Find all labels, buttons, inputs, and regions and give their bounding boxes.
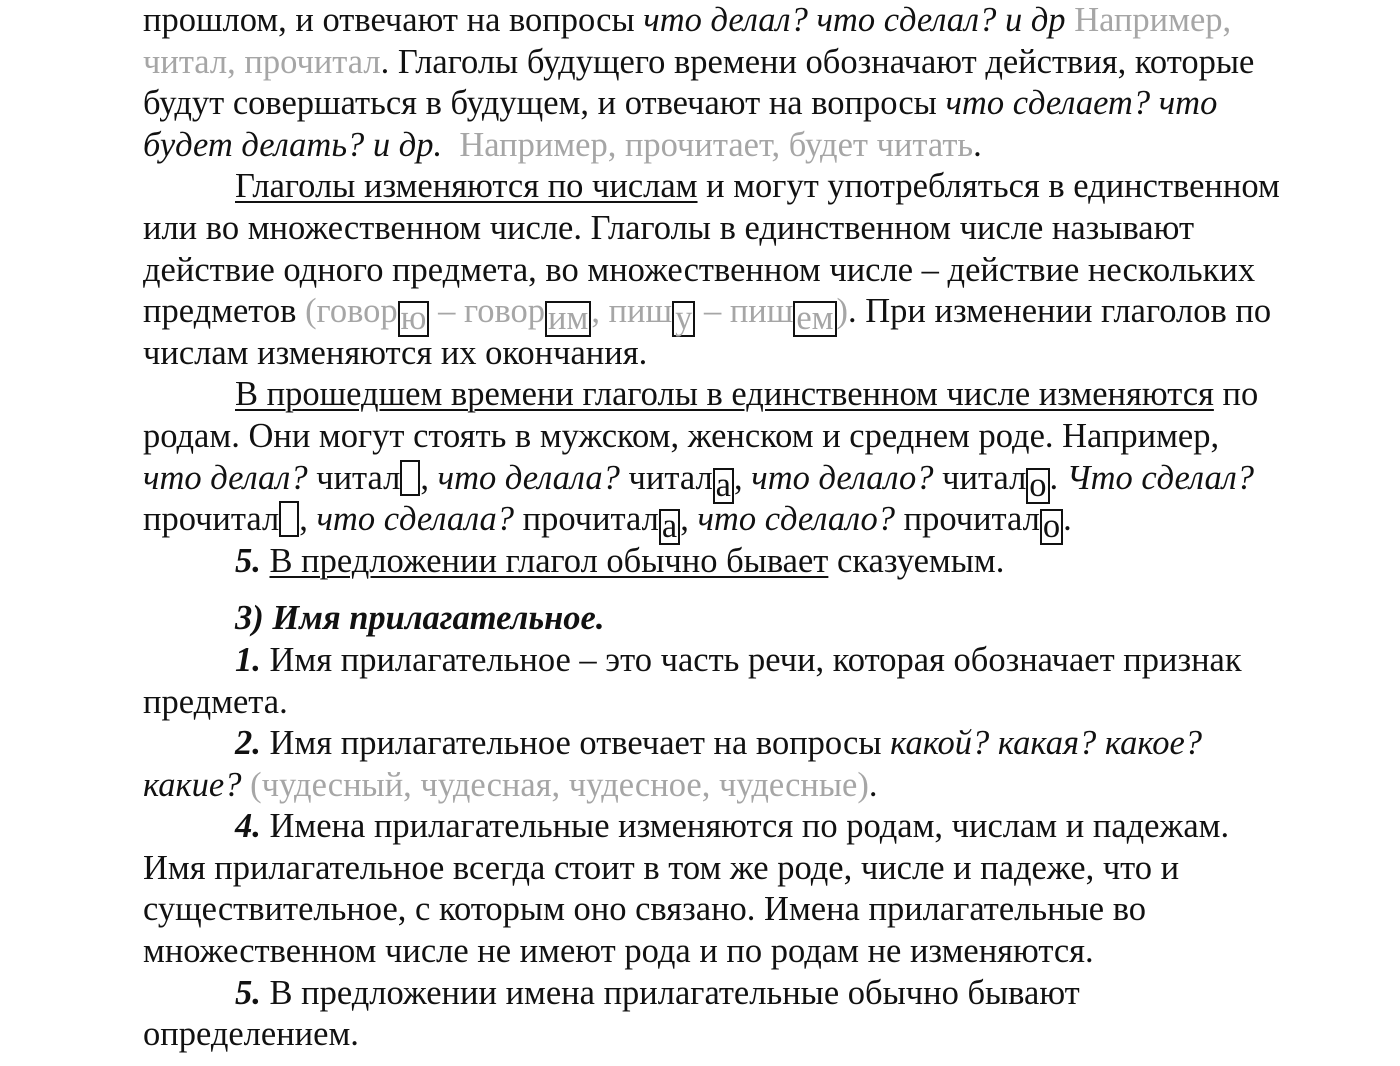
word: читал <box>619 458 713 497</box>
text: определением. <box>143 1015 359 1054</box>
example-gray: Например, <box>1074 1 1232 39</box>
heading-text: 3) Имя прилагательное. <box>235 599 605 638</box>
question-italic: что сделала? <box>316 500 515 539</box>
space <box>261 542 270 580</box>
text: . <box>973 125 982 164</box>
text: предметов <box>143 292 306 331</box>
section-gap <box>143 582 1383 598</box>
example-gray: (чудесный, чудесная, чудесное, чудесные) <box>250 765 869 804</box>
question-italic: что делала? <box>437 458 620 497</box>
word: прочитал <box>514 500 659 539</box>
text-line <box>143 499 1383 546</box>
text-line <box>143 291 1383 338</box>
question-italic: что сделало? <box>697 500 896 539</box>
text: Имя прилагательное всегда стоит в том же роде, числе и падеже, что и <box>143 848 1180 887</box>
paragraph-start-line <box>143 806 1383 848</box>
empty-ending-box <box>279 501 299 537</box>
text: Имя прилагательное – это часть речи, которая обозначает признак <box>260 640 1242 679</box>
space <box>1066 1 1075 39</box>
text: или во множественном числе. Глаголы в единственном числе называют <box>143 208 1195 247</box>
text-line <box>143 83 1383 125</box>
example-gray: (говор <box>305 292 398 331</box>
space <box>442 126 459 164</box>
text-line <box>143 42 1383 84</box>
text: по <box>1213 375 1259 414</box>
text: Имя прилагательное отвечает на вопросы <box>260 724 891 763</box>
question-italic: какие? <box>143 765 242 804</box>
ending-box: а <box>713 468 734 504</box>
example-gray: ) <box>836 292 848 331</box>
text: действие одного предмета, во множественном числе – действие нескольких <box>143 250 1256 289</box>
underlined-text: В прошедшем времени глаголы в единственном числе изменяются <box>235 375 1214 414</box>
item-number: 5. <box>235 973 261 1012</box>
paragraph-start-line <box>143 723 1383 765</box>
question-italic: что сделает? что <box>945 84 1218 123</box>
punct: . <box>1049 458 1067 497</box>
question-italic: что делал? <box>143 458 308 497</box>
paragraph-start-line <box>143 374 1383 416</box>
item-number: 4. <box>235 807 261 846</box>
ending-box: у <box>672 301 695 337</box>
ending-box: о <box>1040 509 1063 545</box>
question-italic: будет делать? и др. <box>143 125 443 164</box>
text: В предложении имена прилагательные обычно бывают <box>260 973 1080 1012</box>
punct: , <box>420 458 438 497</box>
text: предмета. <box>143 682 288 721</box>
underlined-text: Глаголы изменяются по числам <box>235 167 698 206</box>
text: . Глаголы будущего времени обозначают действия, которые <box>380 42 1255 81</box>
item-number: 1. <box>235 640 261 679</box>
word: прочитал <box>895 500 1040 539</box>
space <box>241 766 250 804</box>
text-line <box>143 765 1383 807</box>
punct: , <box>680 500 698 539</box>
text-line <box>143 1014 1383 1056</box>
text: родам. Они могут стоять в мужском, женском и среднем роде. Например, <box>143 416 1220 455</box>
text-line <box>143 416 1383 458</box>
word: читал <box>307 458 401 497</box>
ending-box: а <box>659 509 680 545</box>
empty-ending-box <box>400 460 420 496</box>
paragraph-start-line <box>143 166 1383 208</box>
ending-box: им <box>545 301 591 337</box>
text-line <box>143 125 1383 167</box>
text-line <box>143 682 1383 724</box>
item-number: 5. <box>235 541 261 580</box>
example-gray: Например, прочитает, будет читать <box>459 125 974 164</box>
item-number: 2. <box>235 724 261 763</box>
text-line <box>143 0 1383 42</box>
underlined-text: В предложении глагол обычно бывает <box>269 541 829 580</box>
punct: . <box>1063 500 1072 539</box>
document-page <box>143 0 1383 1056</box>
ending-box: ю <box>398 301 430 337</box>
paragraph-start-line <box>143 973 1383 1015</box>
ending-box: ем <box>793 301 836 337</box>
text: прошлом, и отвечают на вопросы <box>143 1 644 39</box>
punct: , <box>734 458 752 497</box>
text: будут совершаться в будущем, и отвечают на вопросы <box>143 84 946 123</box>
paragraph-start-line <box>143 640 1383 682</box>
example-gray: – пиш <box>695 292 794 331</box>
paragraph-start-line <box>143 541 1383 583</box>
text-line <box>143 333 1383 375</box>
question-italic: что делал? что сделал? и др <box>643 1 1066 39</box>
text: сказуемым. <box>828 541 1005 580</box>
section-heading <box>143 598 1383 640</box>
ending-box: о <box>1026 468 1049 504</box>
text: и могут употребляться в единственном <box>697 167 1280 206</box>
text: Имена прилагательные изменяются по родам, числам и падежам. <box>260 807 1230 846</box>
word: читал <box>933 458 1027 497</box>
text: существительное, с которым оно связано. Имена прилагательные во <box>143 890 1146 929</box>
example-gray: – говор <box>429 292 546 331</box>
text-line <box>143 208 1383 250</box>
text-line <box>143 931 1383 973</box>
text-line <box>143 889 1383 931</box>
text: . При изменении глаголов по <box>848 292 1272 331</box>
text: числам изменяются их окончания. <box>143 333 648 372</box>
text: . <box>868 765 878 804</box>
question-italic: какой? какая? какое? <box>890 724 1203 763</box>
word: прочитал <box>143 500 280 539</box>
question-italic: что делало? <box>751 458 934 497</box>
punct: , <box>299 500 317 539</box>
example-gray: , пиш <box>591 292 673 331</box>
text-line <box>143 250 1383 292</box>
example-gray: читал, прочитал <box>143 42 381 81</box>
text: множественном числе не имеют рода и по родам не изменяются. <box>143 932 1094 971</box>
text-line <box>143 458 1383 504</box>
question-italic: Что сделал? <box>1066 458 1255 497</box>
text-line <box>143 848 1383 890</box>
